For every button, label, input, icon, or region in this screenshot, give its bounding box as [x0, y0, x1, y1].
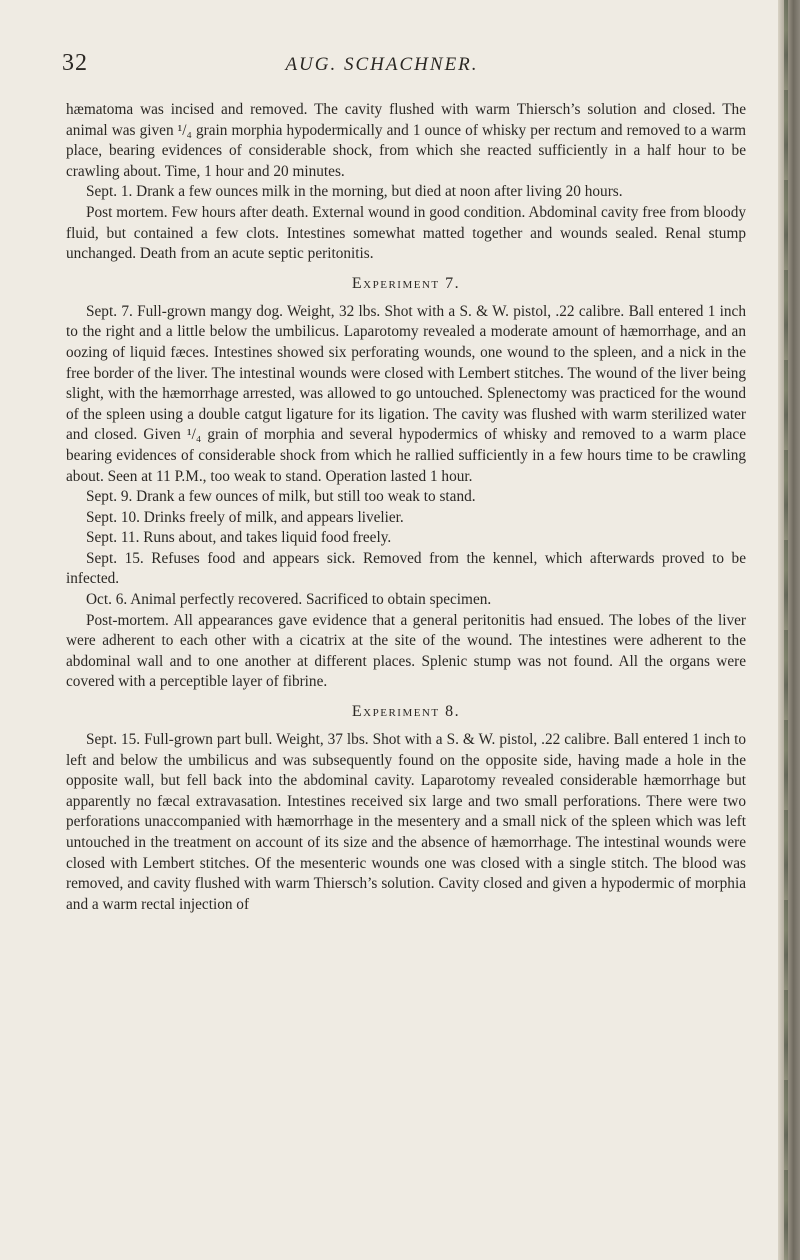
paragraph: Post mortem. Few hours after death. External wound in good condition. Abdominal cavity free from bloody fluid, but contained a few clots. Intestines somewhat matted together and wounds sealed. Renal stump unchanged. Death from an acute septic peritonitis. — [66, 203, 746, 263]
paragraph: hæmatoma was incised and removed. The cavity flushed with warm Thiersch’s solution and closed. The animal was given ¹/₄ grain morphia hypodermically and 1 ounce of whisky per rectum and removed to a warm place, bearing evidences of considerable shock, from which she reacted sufficiently in a half hour to be crawling about. Time, 1 hour and 20 minutes. — [66, 101, 746, 180]
paragraph: Oct. 6. Animal perfectly recovered. Sacrificed to obtain specimen. — [86, 591, 492, 609]
running-head: AUG. SCHACHNER. — [285, 54, 479, 75]
paragraph: Sept. 11. Runs about, and takes liquid food freely. — [86, 529, 392, 547]
section-heading: Experiment 7. — [351, 274, 461, 292]
paragraph: Sept. 1. Drank a few ounces milk in the morning, but died at noon after living 20 hours. — [86, 183, 623, 201]
paragraph: Sept. 10. Drinks freely of milk, and appears livelier. — [86, 508, 404, 526]
paragraph: Sept. 15. Refuses food and appears sick. Removed from the kennel, which afterwards proved to be infected. — [66, 549, 746, 588]
body-text — [66, 100, 746, 915]
page-edge — [778, 0, 800, 1260]
paragraph: Sept. 7. Full-grown mangy dog. Weight, 32 lbs. Shot with a S. & W. pistol, .22 calibre. Ball entered 1 inch to the right and a little below the umbilicus. Laparotomy revealed a moderate amount of hæmorrhage, and an oozing of liquid fæces. Intestines showed six perforating wounds, one wound to the spleen, and a nick in the free border of the liver. The intestinal wounds were closed with Lembert stitches. The wound of the liver being slight, with the hæmorrhage arrested, was allowed to go untouched. Splenectomy was practiced for the wound of the spleen using a double catgut ligature for its ligation. The cavity was flushed with warm sterilized water and closed. Given ¹/₄ grain of morphia and several hypodermics of whisky and removed to a warm place bearing evidences of considerable shock from which he rallied sufficiently in a few hours time to be crawling about. Seen at 11 P.M., too weak to stand. Operation lasted 1 hour. — [66, 302, 746, 485]
paragraph: Post-mortem. All appearances gave evidence that a general peritonitis had ensued. The lobes of the liver were adherent to each other with a cicatrix at the site of the wound. The intestines were adherent to the abdominal wall and to one another at different places. Splenic stump was not found. All the organs were covered with a perceptible layer of fibrine. — [66, 611, 746, 691]
page-number: 32 — [62, 50, 88, 76]
section-heading: Experiment 8. — [351, 703, 461, 721]
paragraph: Sept. 15. Full-grown part bull. Weight, 37 lbs. Shot with a S. & W. pistol, .22 calibre. Ball entered 1 inch to left and below the umbilicus and was subsequently found on the opposite side, having made a hole in the opposite wall, but fell back into the abdominal cavity. Laparotomy revealed considerable hæmorrhage but apparently no fæcal extravasation. Intestines received six large and two small perforations. There were two perforations unaccompanied with hæmorrhage in the mesentery and a small nick of the spleen which was left untouched in the treatment on account of its size and the absence of hæmorrhage. The intestinal wounds were closed with Lembert stitches. Of the mesenteric wounds one was closed with a single stitch. The blood was removed, and cavity flushed with warm Thiersch’s solution. Cavity closed and given a hypodermic of morphia and a warm rectal injection of — [66, 731, 746, 913]
paragraph: Sept. 9. Drank a few ounces of milk, but still too weak to stand. — [86, 488, 476, 506]
page-header — [62, 50, 702, 90]
